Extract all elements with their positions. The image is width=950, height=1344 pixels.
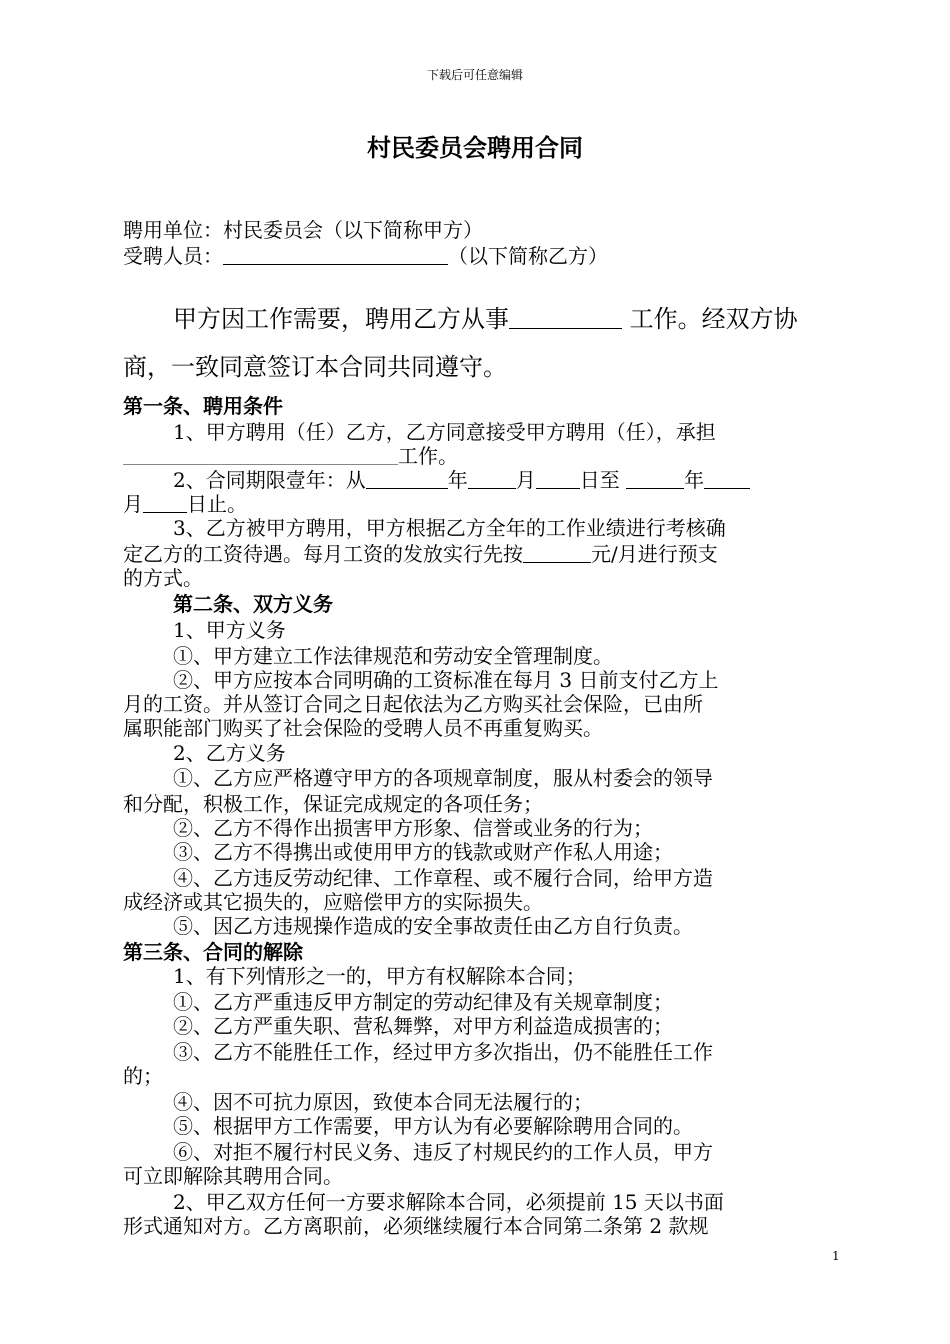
art3-item1-f-line1: ⑥、对拒不履行村民义务、违反了村规民约的工作人员，甲方	[173, 1140, 713, 1164]
intro-text-a: 甲方因工作需要，聘用乙方从事	[173, 305, 509, 333]
art1-item2-line1	[173, 468, 750, 492]
end-day-blank	[143, 492, 187, 513]
art2-b-item1-line2: 和分配，积极工作，保证完成规定的各项任务；	[123, 792, 543, 816]
party-b-label: 受聘人员：	[123, 244, 223, 268]
art1-item3-line2	[123, 542, 718, 566]
intro-line-2: 商，一致同意签订本合同共同遵守。	[123, 353, 507, 381]
salary-unit: 元/月进行预支	[591, 542, 718, 566]
start-year-blank	[366, 468, 448, 489]
art3-item1-f-line2: 可立即解除其聘用合同。	[123, 1164, 343, 1188]
start-day-blank	[536, 468, 580, 489]
art2-b-item5: ⑤、因乙方违规操作造成的安全事故责任由乙方自行负责。	[173, 914, 693, 938]
header-note: 下载后可任意编辑	[426, 68, 523, 82]
intro-line-1	[173, 304, 798, 334]
art3-item1-a: ①、乙方严重违反甲方制定的劳动纪律及有关规章制度；	[173, 990, 673, 1014]
job-blank	[509, 304, 622, 329]
article-2-title: 第二条、双方义务	[173, 592, 333, 616]
art3-item2-line2: 形式通知对方。乙方离职前，必须继续履行本合同第二条第 2 款规	[123, 1214, 709, 1238]
party-b-suffix: （以下简称乙方）	[448, 244, 608, 268]
art2-a-item2-line2: 月的工资。并从签订合同之日起依法为乙方购买社会保险，已由所	[123, 692, 703, 716]
salary-text: 定乙方的工资待遇。每月工资的发放实行先按	[123, 542, 523, 566]
art2-a-item2-line1: ②、甲方应按本合同明确的工资标准在每月 3 日前支付乙方上	[173, 668, 719, 692]
art3-item2-line1: 2、甲乙双方任何一方要求解除本合同，必须提前 15 天以书面	[173, 1190, 724, 1214]
end-month-blank	[704, 468, 750, 489]
art1-item3-line1: 3、乙方被甲方聘用，甲方根据乙方全年的工作业绩进行考核确	[173, 516, 726, 540]
day-to-label: 日至	[579, 468, 620, 492]
art2-b-item4-line1: ④、乙方违反劳动纪律、工作章程、或不履行合同，给甲方造	[173, 866, 713, 890]
art3-item1-b: ②、乙方严重失职、营私舞弊，对甲方利益造成损害的；	[173, 1014, 673, 1038]
art2-b-item2: ②、乙方不得作出损害甲方形象、信誉或业务的行为；	[173, 816, 653, 840]
party-b-blank	[223, 244, 448, 265]
party-b-line	[123, 244, 608, 268]
art3-item1-c-line1: ③、乙方不能胜任工作，经过甲方多次指出，仍不能胜任工作	[173, 1040, 713, 1064]
art2-b-item3: ③、乙方不得携出或使用甲方的钱款或财产作私人用途；	[173, 840, 673, 864]
year-label: 年	[447, 468, 468, 492]
party-a-line: 聘用单位：村民委员会（以下简称甲方）	[123, 218, 483, 242]
salary-blank	[523, 542, 591, 563]
end-day-label: 日止。	[187, 492, 247, 516]
article-3-title: 第三条、合同的解除	[123, 940, 303, 964]
end-month-label: 月	[123, 492, 143, 516]
art1-item2-line2	[123, 492, 247, 516]
art3-item1-d: ④、因不可抗力原因，致使本合同无法履行的；	[173, 1090, 593, 1114]
art2-party-b-heading: 2、乙方义务	[173, 741, 286, 765]
art3-item1: 1、有下列情形之一的，甲方有权解除本合同；	[173, 964, 586, 988]
art2-a-item2-line3: 属职能部门购买了社会保险的受聘人员不再重复购买。	[123, 716, 603, 740]
art3-item1-c-line2: 的；	[123, 1064, 163, 1088]
article-1-title: 第一条、聘用条件	[123, 394, 283, 418]
art1-item1-end: 工作。	[398, 444, 458, 468]
art2-party-a-heading: 1、甲方义务	[173, 618, 286, 642]
art3-item1-e: ⑤、根据甲方工作需要，甲方认为有必要解除聘用合同的。	[173, 1114, 693, 1138]
art1-item1-line1: 1、甲方聘用（任）乙方，乙方同意接受甲方聘用（任），承担	[173, 420, 716, 444]
end-year-label: 年	[684, 468, 705, 492]
start-month-blank	[468, 468, 516, 489]
month-label: 月	[515, 468, 536, 492]
end-year-blank	[626, 468, 684, 489]
intro-text-b: 工作。经双方协	[629, 305, 798, 333]
art1-item1-line2	[123, 444, 458, 468]
art2-b-item4-line2: 成经济或其它损失的，应赔偿甲方的实际损失。	[123, 890, 543, 914]
document-title: 村民委员会聘用合同	[367, 134, 583, 162]
art2-b-item1-line1: ①、乙方应严格遵守甲方的各项规章制度，服从村委会的领导	[173, 766, 713, 790]
page-number: 1	[832, 1249, 840, 1263]
term-label: 2、合同期限壹年：从	[173, 468, 366, 492]
art1-item3-line3: 的方式。	[123, 566, 203, 590]
duty-blank	[123, 444, 398, 465]
art2-a-item1: ①、甲方建立工作法律规范和劳动安全管理制度。	[173, 644, 613, 668]
